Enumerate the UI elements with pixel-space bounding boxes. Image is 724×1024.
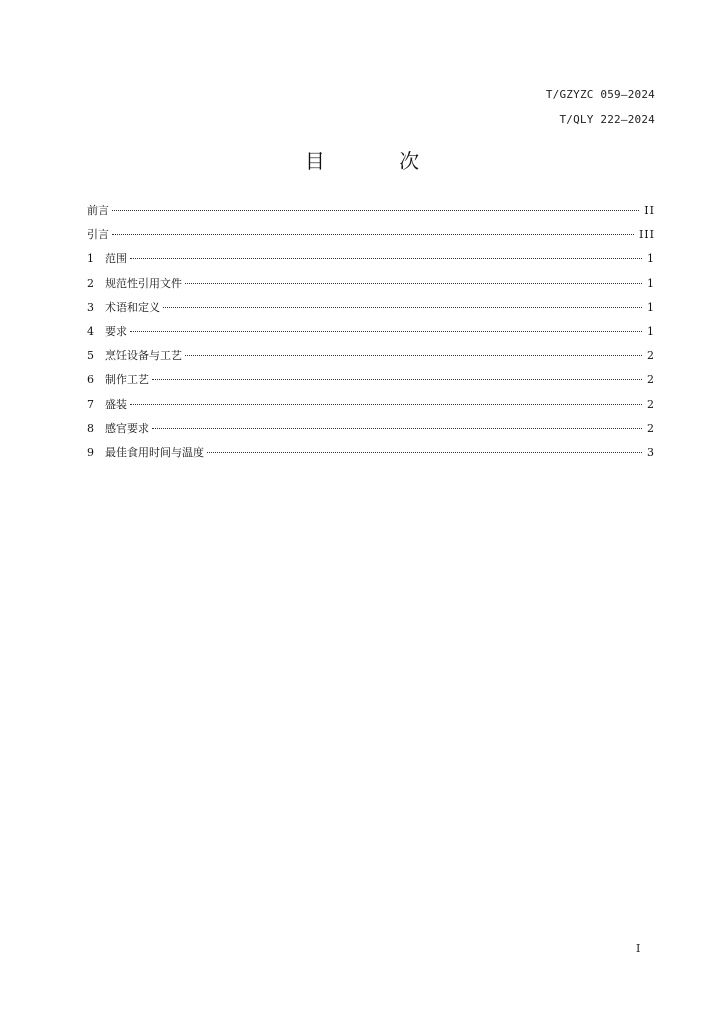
dot-leader — [185, 273, 642, 287]
dot-leader — [130, 321, 642, 335]
dot-leader — [163, 297, 642, 311]
dot-leader — [152, 418, 642, 432]
toc-entry-label: 规范性引用文件 — [105, 276, 182, 290]
toc-entry-label: 最佳食用时间与温度 — [105, 445, 204, 459]
dot-leader — [130, 394, 642, 408]
toc-entry-number: 8 — [87, 421, 94, 435]
toc-title: 目 次 — [304, 149, 454, 173]
toc-entry-production-process[interactable] — [87, 369, 655, 393]
toc-entry-label: 烹饪设备与工艺 — [105, 349, 182, 363]
toc-entry-page: 1 — [647, 252, 655, 266]
toc-entry-label: 术语和定义 — [105, 300, 160, 314]
toc-entry-label: 要求 — [105, 324, 127, 338]
dot-leader — [185, 345, 642, 359]
toc-entry-number: 5 — [87, 349, 94, 363]
dot-leader — [207, 442, 642, 456]
toc-entry-normative-references[interactable] — [87, 273, 655, 297]
toc-entry-number: 4 — [87, 324, 94, 338]
toc-entry-number: 2 — [87, 276, 94, 290]
toc-entry-best-eating-time[interactable] — [87, 442, 655, 466]
toc-entry-label: 前言 — [87, 204, 109, 217]
toc-entry-scope[interactable] — [87, 248, 655, 272]
toc-entry-page: 1 — [647, 324, 655, 338]
toc-entry-label: 盛装 — [105, 397, 127, 411]
toc-entry-label: 制作工艺 — [105, 373, 149, 387]
page-number: I — [636, 942, 641, 955]
toc-entry-number: 6 — [87, 373, 94, 387]
toc-entry-number: 3 — [87, 300, 94, 314]
toc-entry-page: 2 — [647, 397, 655, 411]
toc-entry-page: 2 — [647, 373, 655, 387]
toc-entry-page: II — [644, 204, 655, 217]
toc-entry-foreword[interactable] — [87, 200, 655, 224]
toc-entry-label: 感官要求 — [105, 421, 149, 435]
toc-entry-page: III — [638, 228, 655, 242]
toc-entry-page: 1 — [647, 300, 655, 314]
dot-leader — [112, 224, 634, 238]
toc-entry-number: 7 — [87, 397, 94, 411]
toc-entry-requirements[interactable] — [87, 321, 655, 345]
toc-entry-number: 1 — [87, 252, 94, 266]
toc-entry-page: 1 — [647, 276, 655, 290]
toc-entry-plating[interactable] — [87, 394, 655, 418]
toc-entry-page: 2 — [647, 349, 655, 363]
toc-entry-label: 引言 — [87, 228, 109, 242]
toc-entry-label: 范围 — [105, 252, 127, 266]
toc-entry-page: 3 — [647, 445, 655, 459]
toc-entry-sensory-requirements[interactable] — [87, 418, 655, 442]
toc-entry-introduction[interactable] — [87, 224, 655, 248]
standard-code-primary: T/GZYZC 059—2024 — [545, 88, 655, 101]
toc-entry-cooking-equipment[interactable] — [87, 345, 655, 369]
dot-leader — [112, 200, 639, 214]
toc-entry-terms-definitions[interactable] — [87, 297, 655, 321]
dot-leader — [130, 248, 642, 262]
table-of-contents — [87, 200, 655, 466]
toc-entry-number: 9 — [87, 445, 94, 459]
toc-entry-page: 2 — [647, 421, 655, 435]
dot-leader — [152, 369, 642, 383]
standard-code-secondary: T/QLY 222—2024 — [559, 113, 655, 126]
